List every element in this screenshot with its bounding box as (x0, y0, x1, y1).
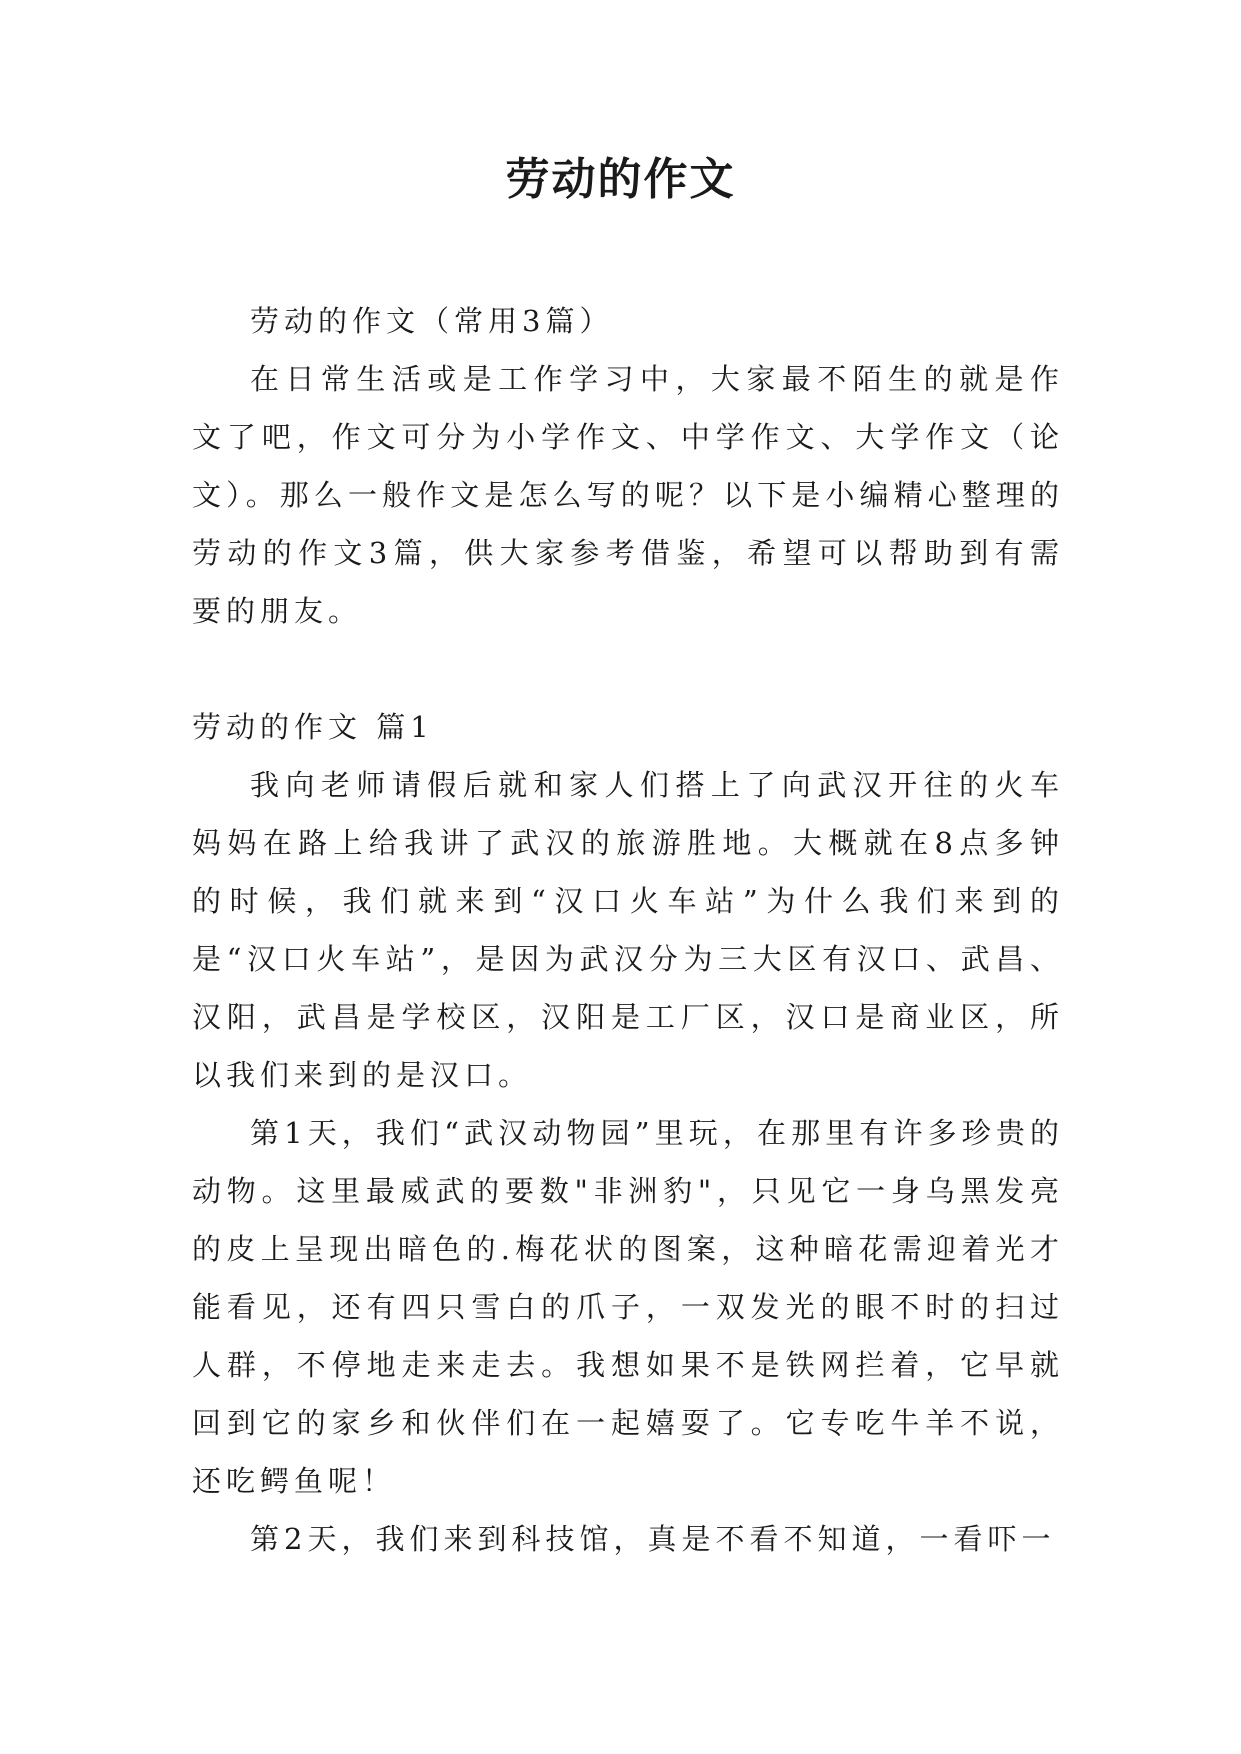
section-heading: 劳动的作文 篇1 (192, 710, 434, 744)
document-body (192, 292, 1064, 1568)
document-title: 劳动的作文 (505, 154, 736, 205)
body-paragraph: 我向老师请假后就和家人们搭上了向武汉开往的火车妈妈在路上给我讲了武汉的旅游胜地。大概就在8点多钟的时候，我们就来到“汉口火车站”为什么我们来到的是“汉口火车站”，是因为武汉分为三大区有汉口、武昌、汉阳，武昌是学校区，汉阳是工厂区，汉口是商业区，所以我们来到的是汉口。 (192, 768, 1064, 1092)
section-spacer (192, 640, 1064, 698)
body-paragraph: 第2天，我们来到科技馆，真是不看不知道，一看吓一 (250, 1522, 1056, 1556)
body-paragraph: 第1天，我们“武汉动物园”里玩，在那里有许多珍贵的动物。这里最威武的要数"非洲豹"，只见它一身乌黑发亮的皮上呈现出暗色的.梅花状的图案，这种暗花需迎着光才能看见，还有四只雪白的爪子，一双发光的眼不时的扫过人群，不停地走来走去。我想如果不是铁网拦着，它早就回到它的家乡和伙伴们在一起嬉耍了。它专吃牛羊不说，还吃鳄鱼呢！ (192, 1116, 1064, 1498)
document-subtitle: 劳动的作文（常用3篇） (250, 304, 614, 338)
intro-paragraph: 在日常生活或是工作学习中，大家最不陌生的就是作文了吧，作文可分为小学作文、中学作文、大学作文（论文）。那么一般作文是怎么写的呢？以下是小编精心整理的劳动的作文3篇，供大家参考借鉴，希望可以帮助到有需要的朋友。 (192, 362, 1064, 628)
